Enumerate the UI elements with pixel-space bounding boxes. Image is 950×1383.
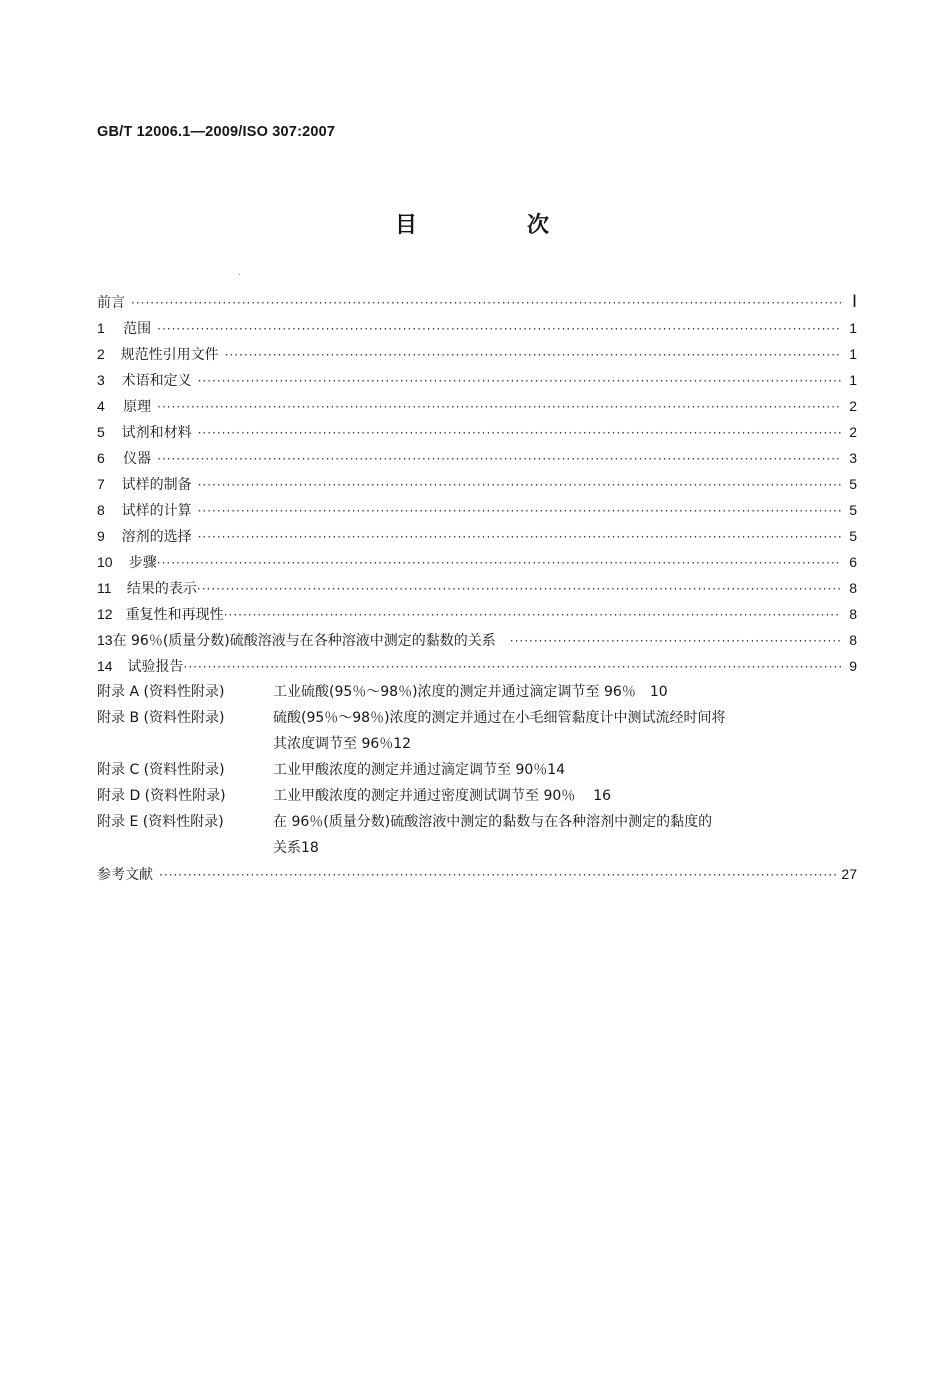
toc-entry-number: 14 [97,658,113,674]
toc-entry-chapter[interactable] [97,471,857,497]
toc-leader-dots [157,394,841,420]
scan-speck [239,274,240,275]
toc-entry-label: 工业甲酸浓度的测定并通过滴定调节至 90％ [273,762,548,778]
toc-entry-chapter[interactable] [97,341,857,367]
toc-entry-chapter[interactable] [97,523,857,549]
toc-leader-dots [198,368,841,394]
toc-entry-bibliography[interactable] [97,861,857,887]
standard-code: GB/T 12006.1—2009/ISO 307:2007 [97,124,336,140]
toc-entry-page: 5 [849,528,857,544]
toc-entry-page: 5 [849,476,857,492]
toc-entry-chapter[interactable] [97,653,857,679]
toc-entry-label: 规范性引用文件 [120,347,219,363]
toc-entry-page: 1 [849,372,857,388]
toc-entry-page: 8 [849,580,857,596]
toc-entry-label-continued: 其浓度调节至 96％ [273,736,394,752]
toc-entry-annex-e[interactable] [97,809,857,861]
toc-entry-page: 1 [849,346,857,362]
toc-entry-page: 27 [841,866,857,882]
toc-entry-label: 原理 [123,399,152,415]
toc-entry-page: 16 [593,788,612,804]
toc-entry-page: 3 [849,450,857,466]
toc-entry-page: 12 [393,736,412,752]
toc-entry-label: 前言 [97,295,125,311]
toc-entry-chapter[interactable] [97,575,857,601]
toc-leader-dots [184,654,841,680]
toc-entry-page: 18 [301,840,319,856]
toc-entry-page: 10 [649,684,668,700]
toc-entry-chapter[interactable] [97,627,857,653]
toc-entry-label: 在 96％(质量分数)硫酸溶液中测定的黏数与在各种溶剂中测定的黏度的 [273,814,713,830]
toc-entry-chapter[interactable] [97,445,857,471]
toc-leader-dots [198,472,841,498]
toc-annex-prefix: 附录 A (资料性附录) [97,684,225,700]
toc-entry-label: 硫酸(95％～98％)浓度的测定并通过在小毛细管黏度计中测试流经时间将 [273,710,726,726]
toc-leader-dots [198,420,841,446]
toc-leader-dots [197,576,841,602]
toc-leader-dots [198,498,841,524]
toc-entry-number: 4 [97,398,105,414]
toc-entry-number: 9 [97,528,105,544]
toc-entry-page: 2 [849,424,857,440]
toc-entry-label-continued: 关系 [273,840,301,856]
toc-entry-label: 溶剂的选择 [121,529,192,545]
toc-entry-page: 8 [849,606,857,622]
toc-entry-chapter[interactable] [97,315,857,341]
toc-entry-number: 1 [97,320,105,336]
toc-entry-annex-d[interactable] [97,783,857,809]
toc-entry-number: 10 [97,554,113,570]
toc-entry-label: 试剂和材料 [121,425,192,441]
toc-entry-annex-a[interactable] [97,679,857,705]
toc-entry-page: 1 [849,320,857,336]
toc-entry-number: 3 [97,372,105,388]
toc-annex-prefix: 附录 D (资料性附录) [97,788,226,804]
toc-entry-page: Ⅰ [851,292,857,311]
toc-leader-dots [159,862,837,888]
toc-entry-label: 参考文献 [97,867,153,883]
toc-leader-dots [224,602,841,628]
table-of-contents [97,289,857,887]
toc-entry-label: 工业甲酸浓度的测定并通过密度测试调节至 90％ [273,788,576,804]
toc-entry-chapter[interactable] [97,549,857,575]
toc-entry-number: 8 [97,502,105,518]
toc-entry-page: 9 [849,658,857,674]
toc-entry-chapter[interactable] [97,393,857,419]
toc-leader-dots [131,290,841,316]
toc-entry-chapter[interactable] [97,601,857,627]
toc-leader-dots [157,316,841,342]
toc-entry-page: 8 [849,632,857,648]
toc-leader-dots [198,524,841,550]
page-title: 目 次 [394,213,593,238]
toc-entry-number: 11 [97,580,112,596]
toc-entry-chapter[interactable] [97,367,857,393]
toc-entry-label: 重复性和再现性 [125,607,224,623]
toc-entry-chapter[interactable] [97,497,857,523]
toc-leader-dots [225,342,841,368]
toc-entry-label: 仪器 [123,451,152,467]
toc-entry-number: 12 [97,606,113,622]
toc-annex-prefix: 附录 E (资料性附录) [97,814,224,830]
toc-annex-prefix: 附录 B (资料性附录) [97,710,225,726]
toc-entry-label: 试验报告 [127,659,184,675]
toc-entry-annex-c[interactable] [97,757,857,783]
toc-entry-label: 试样的制备 [121,477,192,493]
toc-entry-number: 13 [97,632,113,648]
toc-entry-page: 14 [547,762,566,778]
toc-leader-dots [510,628,841,654]
toc-entry-label: 在 96％(质量分数)硫酸溶液与在各种溶液中测定的黏数的关系 [112,633,496,649]
toc-entry-page: 6 [849,554,857,570]
toc-entry-page: 5 [849,502,857,518]
toc-entry-chapter[interactable] [97,419,857,445]
toc-entry-number: 6 [97,450,105,466]
toc-annex-prefix: 附录 C (资料性附录) [97,762,225,778]
toc-entry-label: 工业硫酸(95％～98％)浓度的测定并通过滴定调节至 96％ [273,684,636,700]
toc-entry-label: 步骤 [128,555,157,571]
toc-entry-label: 范围 [123,321,152,337]
toc-entry-label: 结果的表示 [126,581,197,597]
toc-leader-dots [157,446,841,472]
toc-leader-dots [157,550,841,576]
toc-entry-annex-b[interactable] [97,705,857,757]
toc-entry-foreword[interactable] [97,289,857,315]
toc-entry-label: 试样的计算 [121,503,192,519]
toc-entry-number: 5 [97,424,105,440]
toc-entry-page: 2 [849,398,857,414]
toc-entry-number: 7 [97,476,105,492]
toc-entry-number: 2 [97,346,105,362]
toc-entry-label: 术语和定义 [121,373,192,389]
